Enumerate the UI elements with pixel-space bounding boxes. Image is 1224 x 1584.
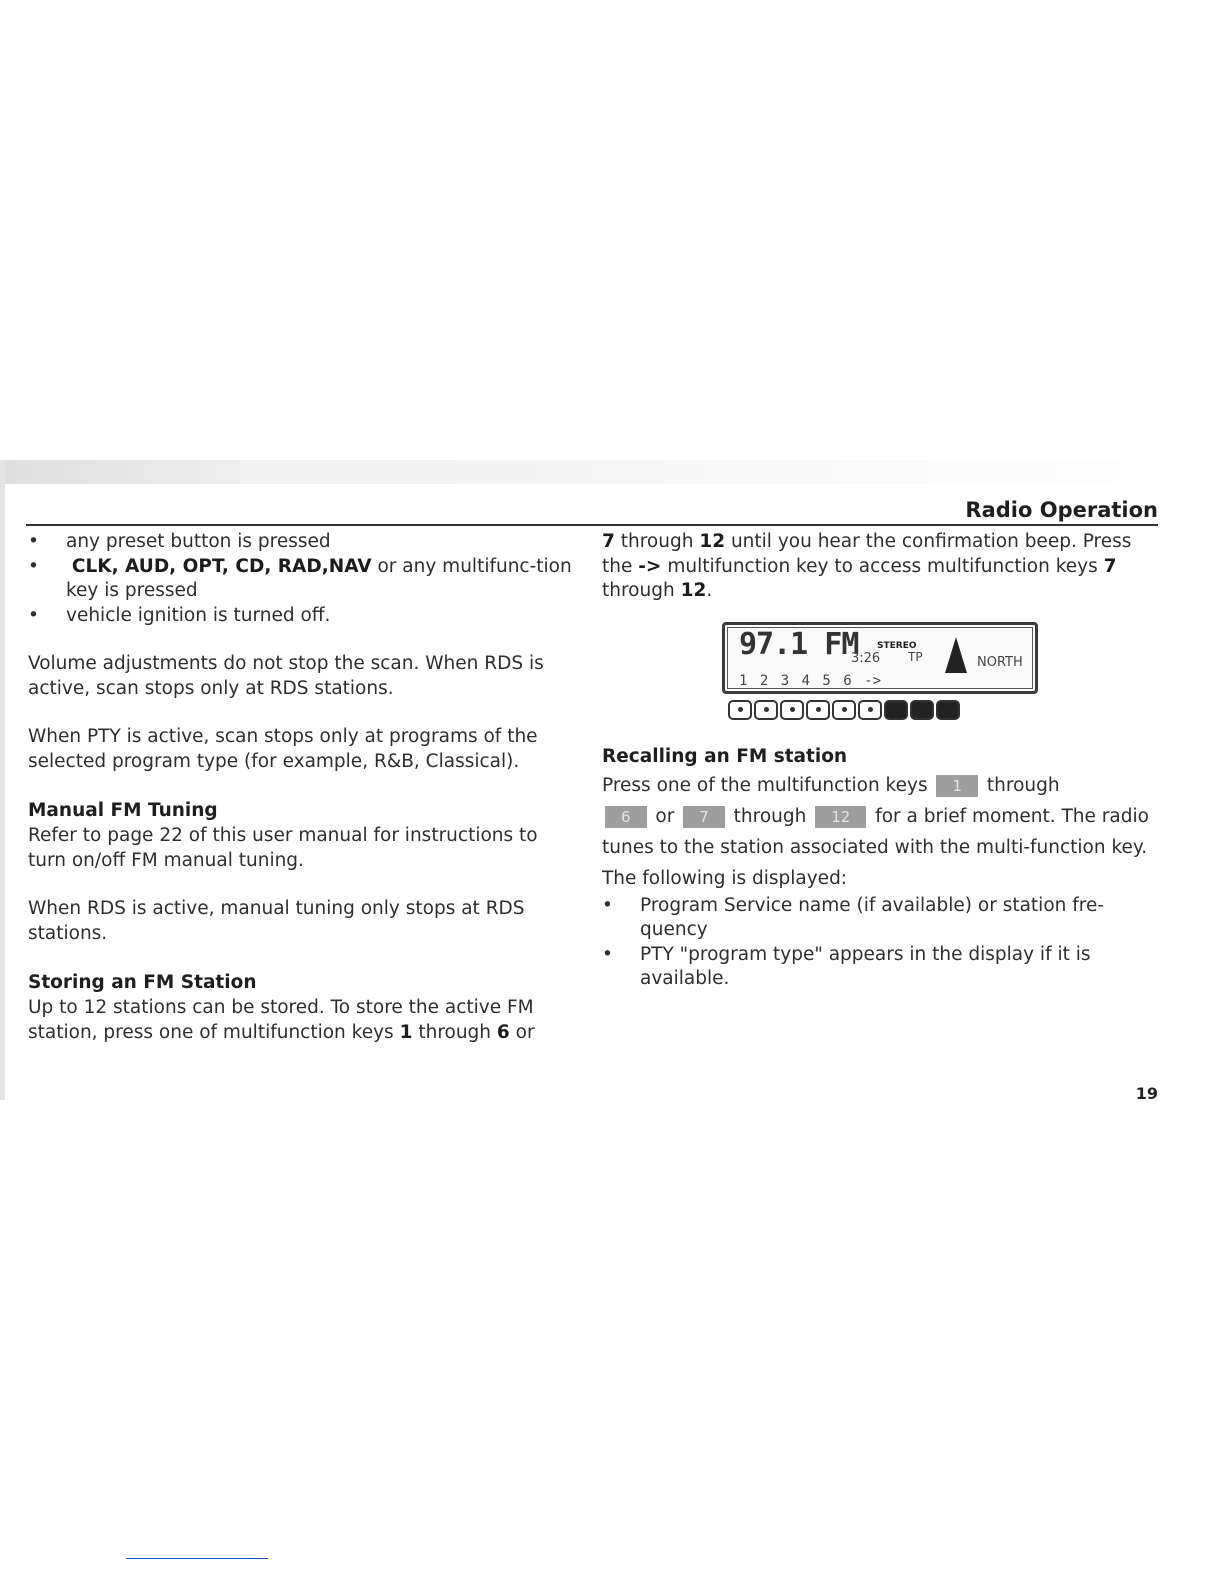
lcd-frequency: 97.1 FM	[739, 626, 859, 662]
lcd-tp-indicator: TP	[908, 649, 923, 664]
keycap-1: 1	[936, 775, 978, 797]
page-number: 19	[1135, 1084, 1158, 1103]
paragraph-volume: Volume adjustments do not stop the scan. When RDS is active, scan stops only at RDS stations.	[28, 653, 544, 699]
list-item: • CLK, AUD, OPT, CD, RAD,NAV or any multifunc-tion key is pressed	[28, 555, 580, 604]
radio-display-illustration	[720, 620, 1040, 730]
key-names: CLK, AUD, OPT, CD, RAD,NAV	[71, 555, 372, 577]
list-item: • vehicle ignition is turned off.	[28, 604, 580, 629]
multifunction-key-8[interactable]	[910, 700, 934, 720]
footer-link-underline	[126, 1558, 268, 1559]
heading-storing-fm-station: Storing an FM Station	[28, 972, 257, 993]
lcd-clock: 3:26	[851, 650, 881, 666]
right-column	[602, 530, 1158, 992]
paragraph-manual-rds: When RDS is active, manual tuning only stops at RDS stations.	[28, 898, 525, 944]
paragraph-pty: When PTY is active, scan stops only at programs of the selected program type (for example, R&B, Classical).	[28, 726, 538, 772]
scan-artifact-edge	[0, 460, 5, 1100]
multifunction-key-7[interactable]	[884, 700, 908, 720]
keycap-12: 12	[815, 806, 866, 828]
radio-lcd-screen	[722, 622, 1038, 694]
multifunction-key-3[interactable]	[780, 700, 804, 720]
multifunction-key-1[interactable]	[728, 700, 752, 720]
multifunction-key-4[interactable]	[806, 700, 830, 720]
multifunction-key-2[interactable]	[754, 700, 778, 720]
multifunction-key-9[interactable]	[936, 700, 960, 720]
paragraph-manual-tuning: Refer to page 22 of this user manual for instructions to turn on/off FM manual tuning.	[28, 825, 538, 871]
multifunction-key-5[interactable]	[832, 700, 856, 720]
list-item: • Program Service name (if available) or station fre-quency	[602, 894, 1158, 943]
scan-stop-list	[28, 530, 580, 628]
scan-artifact-strip	[0, 460, 1224, 484]
multifunction-key-6[interactable]	[858, 700, 882, 720]
list-item: • any preset button is pressed	[28, 530, 580, 555]
paragraph-storing-continued: 7 through 12 until you hear the confirmation beep. Press the -> multifunction key to access multifunction keys 7 through 12.	[602, 531, 1132, 601]
lcd-compass-heading: NORTH	[977, 654, 1023, 670]
heading-recalling-fm-station: Recalling an FM station	[602, 745, 848, 767]
header-rule	[26, 524, 1158, 526]
lcd-preset-labels: 1 2 3 4 5 6 ->	[739, 672, 882, 689]
north-arrow-icon	[945, 637, 967, 673]
keycap-7: 7	[683, 806, 725, 828]
keycap-6: 6	[605, 806, 647, 828]
multifunction-keys-row	[728, 700, 960, 720]
heading-manual-fm-tuning: Manual FM Tuning	[28, 800, 218, 821]
section-title: Radio Operation	[965, 498, 1158, 522]
lcd-stereo-indicator: STEREO	[877, 640, 917, 651]
displayed-info-list	[602, 894, 1158, 992]
list-item: • PTY "program type" appears in the display if it is available.	[602, 943, 1158, 992]
paragraph-recalling: Press one of the multifunction keys 1 through 6 or 7 through 12 for a brief moment. The radio tunes to the station associated with the multi-function key. The following is displayed:	[602, 774, 1149, 889]
left-column	[28, 530, 580, 1045]
paragraph-storing: Up to 12 stations can be stored. To store the active FM station, press one of multifunction keys 1 through 6 or	[28, 997, 535, 1043]
